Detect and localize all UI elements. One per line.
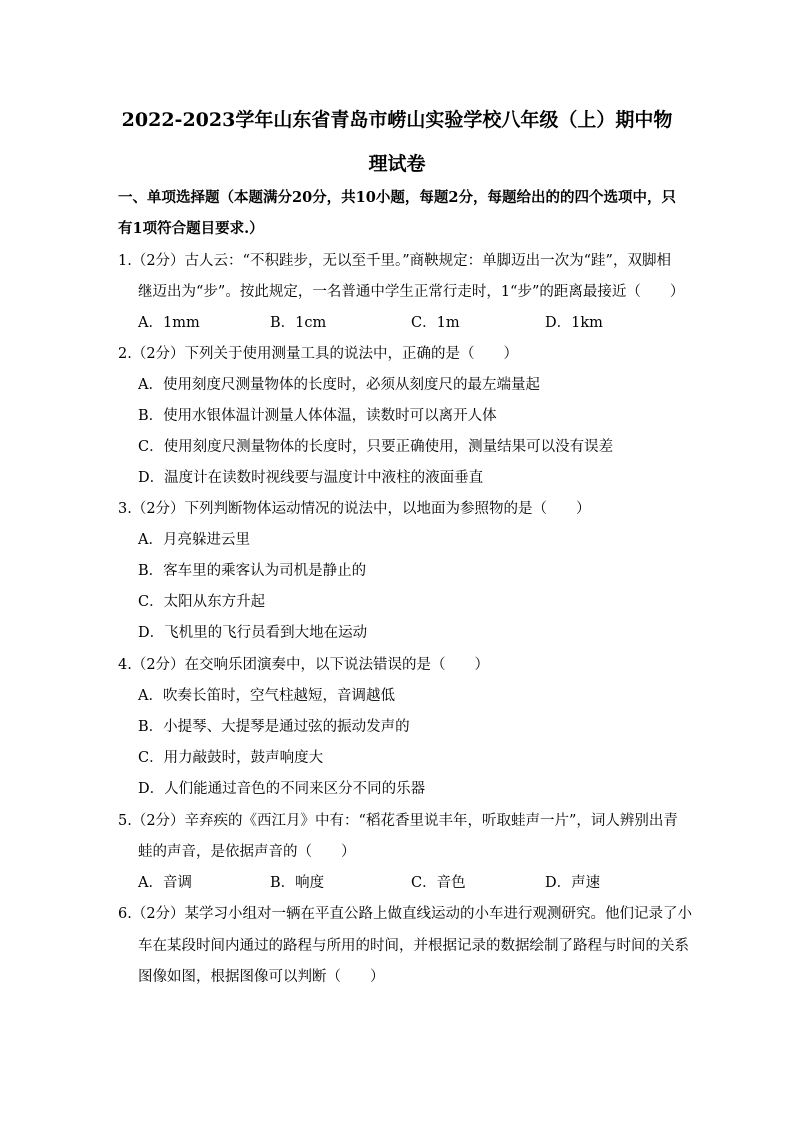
question-4-stem: 4.（2分）在交响乐团演奏中，以下说法错误的是（ ） [118, 657, 490, 673]
question-5-stem-line-2: 蛙的声音，是依据声音的（ ） [138, 844, 356, 860]
question-1-stem-line-1: 1.（2分）古人云：“不积跬步，无以至千里。”商鞅规定：单脚迈出一次为“跬”，双脚相 [118, 253, 671, 269]
question-3-stem: 3.（2分）下列判断物体运动情况的说法中，以地面为参照物的是（ ） [118, 501, 591, 517]
question-1-option-b: B．1cm [270, 315, 327, 331]
question-5-stem-line-1: 5.（2分）辛弃疾的《西江月》中有：“稻花香里说丰年，听取蛙声一片”，词人辨别出青 [118, 813, 678, 829]
question-1-stem-line-2: 继迈出为“步”。按此规定，一名普通中学生正常行走时，1“步”的距离最接近（ ） [138, 284, 685, 300]
question-3-option-b: B．客车里的乘客认为司机是静止的 [138, 563, 367, 579]
question-4-option-a: A．吹奏长笛时，空气柱越短，音调越低 [138, 688, 395, 704]
question-5-option-c: C．音色 [411, 875, 466, 891]
question-4-option-d: D．人们能通过音色的不同来区分不同的乐器 [138, 781, 426, 797]
question-6-stem-line-3: 图像如图，根据图像可以判断（ ） [138, 969, 385, 985]
question-3-option-c: C．太阳从东方升起 [138, 594, 266, 610]
question-3-option-d: D．飞机里的飞行员看到大地在运动 [138, 625, 368, 641]
question-1-option-c: C．1m [411, 315, 460, 331]
exam-title-line-2: 理试卷 [368, 153, 426, 175]
question-2-option-a: A．使用刻度尺测量物体的长度时，必须从刻度尺的最左端量起 [138, 377, 540, 393]
question-5-option-b: B．响度 [270, 875, 325, 891]
question-2-stem: 2.（2分）下列关于使用测量工具的说法中，正确的是（ ） [118, 346, 519, 362]
question-1-option-d: D．1km [545, 315, 603, 331]
section-heading-line-1: 一、单项选择题（本题满分20分，共10小题，每题2分，每题给出的的四个选项中，只 [118, 189, 676, 206]
question-2-option-d: D．温度计在读数时视线要与温度计中液柱的液面垂直 [138, 470, 484, 486]
question-6-stem-line-2: 车在某段时间内通过的路程与所用的时间，并根据记录的数据绘制了路程与时间的关系 [138, 938, 689, 954]
question-3-option-a: A．月亮躲进云里 [138, 532, 250, 548]
question-4-option-b: B．小提琴、大提琴是通过弦的振动发声的 [138, 719, 410, 735]
question-2-option-c: C．使用刻度尺测量物体的长度时，只要正确使用，测量结果可以没有误差 [138, 439, 614, 455]
question-6-stem-line-1: 6.（2分）某学习小组对一辆在平直公路上做直线运动的小车进行观测研究。他们记录了小 [118, 906, 693, 922]
question-5-option-d: D．声速 [545, 875, 601, 891]
question-5-option-a: A．音调 [138, 875, 192, 891]
question-4-option-c: C．用力敲鼓时，鼓声响度大 [138, 750, 324, 766]
section-heading-line-2: 有1项符合题目要求.） [118, 220, 264, 237]
question-2-option-b: B．使用水银体温计测量人体体温，读数时可以离开人体 [138, 408, 497, 424]
exam-title-line-1: 2022-2023学年山东省青岛市崂山实验学校八年级（上）期中物 [121, 109, 673, 131]
question-1-option-a: A．1mm [138, 315, 200, 331]
